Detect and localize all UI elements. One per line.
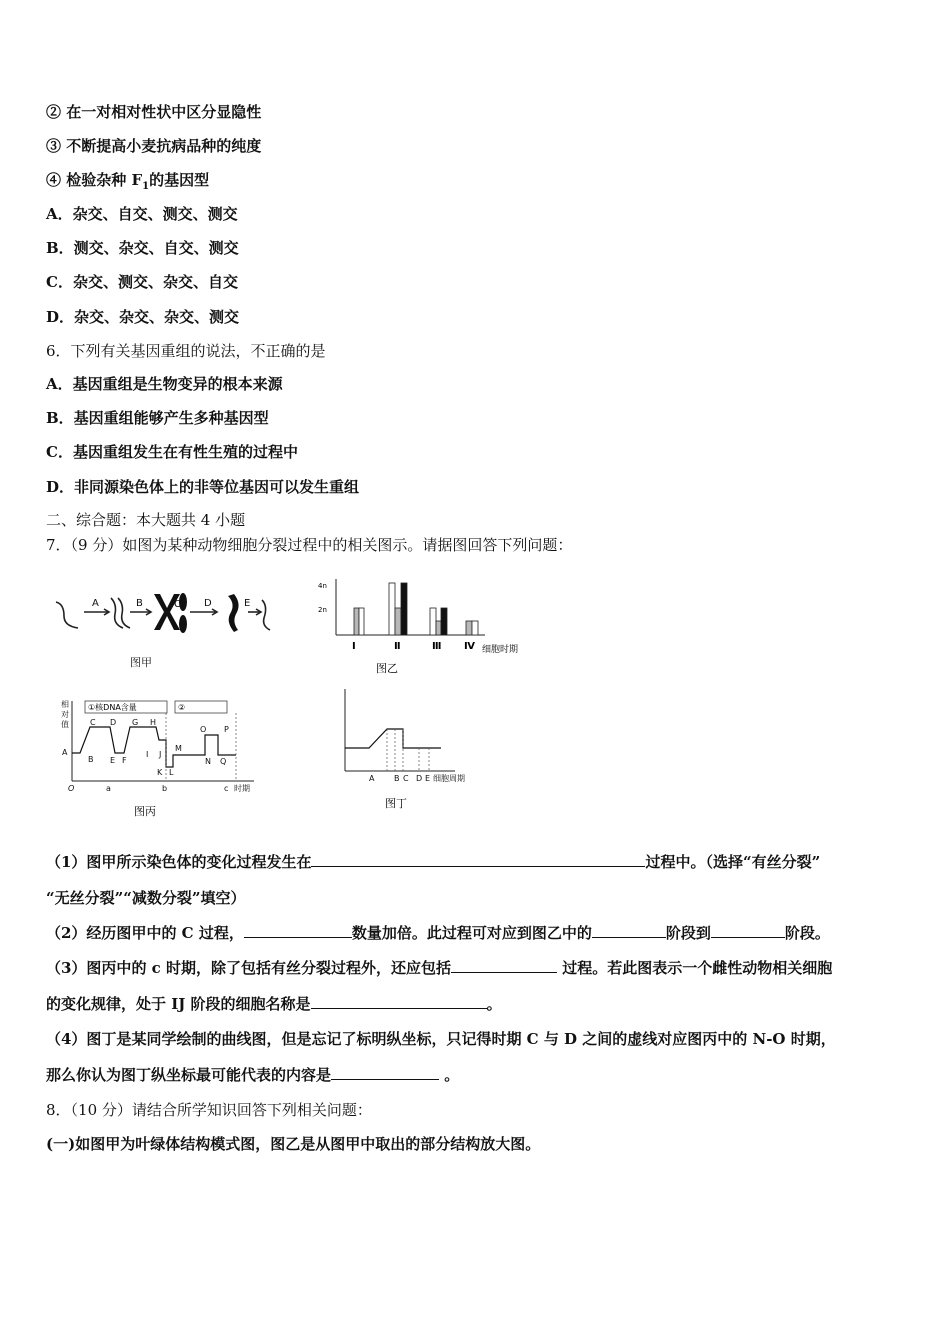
answer-blank[interactable] <box>451 958 557 973</box>
yi-bar-6 <box>430 608 436 635</box>
bing-pt-f: F <box>122 756 127 765</box>
bing-tick-c: c <box>224 784 229 793</box>
q6-option-a: A．基因重组是生物变异的根本来源 <box>46 375 283 393</box>
q5-option-b: B．测交、杂交、自交、测交 <box>46 239 239 257</box>
jia-step-d: D <box>204 598 212 609</box>
answer-blank[interactable] <box>311 994 487 1009</box>
q5-option-a: A．杂交、自交、测交、测交 <box>46 205 238 223</box>
bing-y-label-2: 对 <box>61 710 69 719</box>
jia-step-e: E <box>244 598 251 609</box>
section-heading: 二、综合题：本大题共 4 小题 <box>46 511 246 529</box>
bing-pt-g: G <box>132 718 139 727</box>
figure-bing <box>58 695 273 825</box>
figure-yi-caption: 图乙 <box>376 662 398 675</box>
yi-tick-4n: 4n <box>318 582 327 590</box>
bing-pt-j: J <box>159 750 162 759</box>
q5-option-d: D．杂交、杂交、杂交、测交 <box>46 308 240 326</box>
figure-jia-caption: 图甲 <box>130 656 152 669</box>
yi-bar-9 <box>466 621 472 635</box>
q7-part-4-cont: 那么你认为图丁纵坐标最可能代表的内容是 。 <box>46 1066 460 1084</box>
bing-tick-o: O <box>68 784 75 793</box>
bing-pt-q: Q <box>220 757 227 766</box>
yi-cat-2: Ⅱ <box>394 641 401 652</box>
q5-option-c: C．杂交、测交、杂交、自交 <box>46 273 238 291</box>
answer-blank[interactable] <box>244 923 352 938</box>
bing-pt-e: E <box>110 756 116 765</box>
yi-bar-2 <box>359 608 364 635</box>
ding-x-label: 细胞周期 <box>433 774 465 783</box>
bing-pt-n: N <box>205 757 211 766</box>
answer-blank[interactable] <box>711 923 785 938</box>
figure-ding <box>335 685 485 815</box>
q7-part-2: （2）经历图甲中的 C 过程， 数量加倍。此过程可对应到图乙中的 阶段到 阶段。 <box>46 924 830 942</box>
q8-sub-1: (一)如图甲为叶绿体结构模式图，图乙是从图甲中取出的部分结构放大图。 <box>46 1135 541 1153</box>
bing-y-label-3: 值 <box>61 720 69 729</box>
yi-bar-3 <box>389 583 395 635</box>
bing-legend-2: ② <box>178 703 186 712</box>
answer-blank[interactable] <box>311 852 645 867</box>
bing-pt-c: C <box>90 718 96 727</box>
bing-pt-h: H <box>150 718 157 727</box>
bing-x-label: 时期 <box>234 784 250 793</box>
q6-option-c: C．基因重组发生在有性生殖的过程中 <box>46 443 298 461</box>
answer-blank[interactable] <box>592 923 666 938</box>
yi-bar-5 <box>401 583 407 635</box>
figure-ding-caption: 图丁 <box>385 797 407 810</box>
yi-cat-3: Ⅲ <box>432 641 442 652</box>
bing-pt-d: D <box>110 718 117 727</box>
bing-pt-k: K <box>157 768 163 777</box>
q7-part-3: （3）图丙中的 c 时期，除了包括有丝分裂过程外，还应包括 过程。若此图表示一个雌性动物相关细胞 <box>46 959 833 977</box>
yi-bar-8 <box>441 608 447 635</box>
ding-tick-e: E <box>425 774 431 783</box>
bing-pt-i: I <box>146 750 149 759</box>
q5-item-2: ② 在一对相对性状中区分显隐性 <box>46 103 262 121</box>
answer-blank[interactable] <box>331 1065 439 1080</box>
jia-step-b: B <box>136 598 143 609</box>
yi-cat-4: Ⅳ <box>464 641 475 652</box>
q5-item-4: ④ 检验杂种 $F_1$的基因型 <box>46 171 210 192</box>
bing-tick-a: a <box>106 784 111 793</box>
bing-pt-o: O <box>200 725 207 734</box>
q6-option-b: B．基因重组能够产生多种基因型 <box>46 409 269 427</box>
yi-bar-4 <box>395 608 401 635</box>
bing-tick-b: b <box>162 784 168 793</box>
q5-item-3: ③ 不断提高小麦抗病品种的纯度 <box>46 137 262 155</box>
bing-pt-a: A <box>62 748 68 757</box>
jia-step-a: A <box>92 598 99 609</box>
yi-tick-2n: 2n <box>318 606 327 614</box>
bing-pt-m: M <box>175 744 182 753</box>
ding-tick-a: A <box>369 774 375 783</box>
q8-stem: 8．（10 分）请结合所学知识回答下列相关问题： <box>46 1101 372 1119</box>
figure-bing-caption: 图丙 <box>134 805 156 818</box>
bing-pt-p: P <box>224 725 229 734</box>
bing-pt-b: B <box>88 755 94 764</box>
bing-legend-1: ①核DNA含量 <box>88 703 137 712</box>
figure-jia <box>46 580 286 675</box>
q7-stem: 7．（9 分）如图为某种动物细胞分裂过程中的相关图示。请据图回答下列问题： <box>46 536 573 554</box>
q7-part-1: （1）图甲所示染色体的变化过程发生在 过程中。（选择“有丝分裂” <box>46 853 821 871</box>
yi-bar-7 <box>436 621 441 635</box>
q7-part-1-cont: “无丝分裂”“减数分裂”填空） <box>46 889 246 907</box>
yi-bar-10 <box>472 621 478 635</box>
ding-tick-d: D <box>416 774 423 783</box>
q7-part-3-cont: 的变化规律，处于 IJ 阶段的细胞名称是 。 <box>46 995 502 1013</box>
q6-option-d: D．非同源染色体上的非等位基因可以发生重组 <box>46 478 360 496</box>
q6-stem: 6．下列有关基因重组的说法，不正确的是 <box>46 342 326 360</box>
yi-cat-1: Ⅰ <box>352 641 356 652</box>
q7-part-4: （4）图丁是某同学绘制的曲线图，但是忘记了标明纵坐标，只记得时期 C 与 D 之间的虚线对应图丙中的 N-O 时期， <box>46 1030 836 1048</box>
jia-step-c: C <box>174 599 181 610</box>
bing-pt-l: L <box>169 768 174 777</box>
yi-x-label: 细胞时期 <box>482 645 519 655</box>
ding-tick-c: C <box>403 774 409 783</box>
ding-tick-b: B <box>394 774 400 783</box>
yi-bar-1 <box>354 608 359 635</box>
figure-yi <box>310 575 535 683</box>
bing-y-label-1: 相 <box>61 700 69 709</box>
